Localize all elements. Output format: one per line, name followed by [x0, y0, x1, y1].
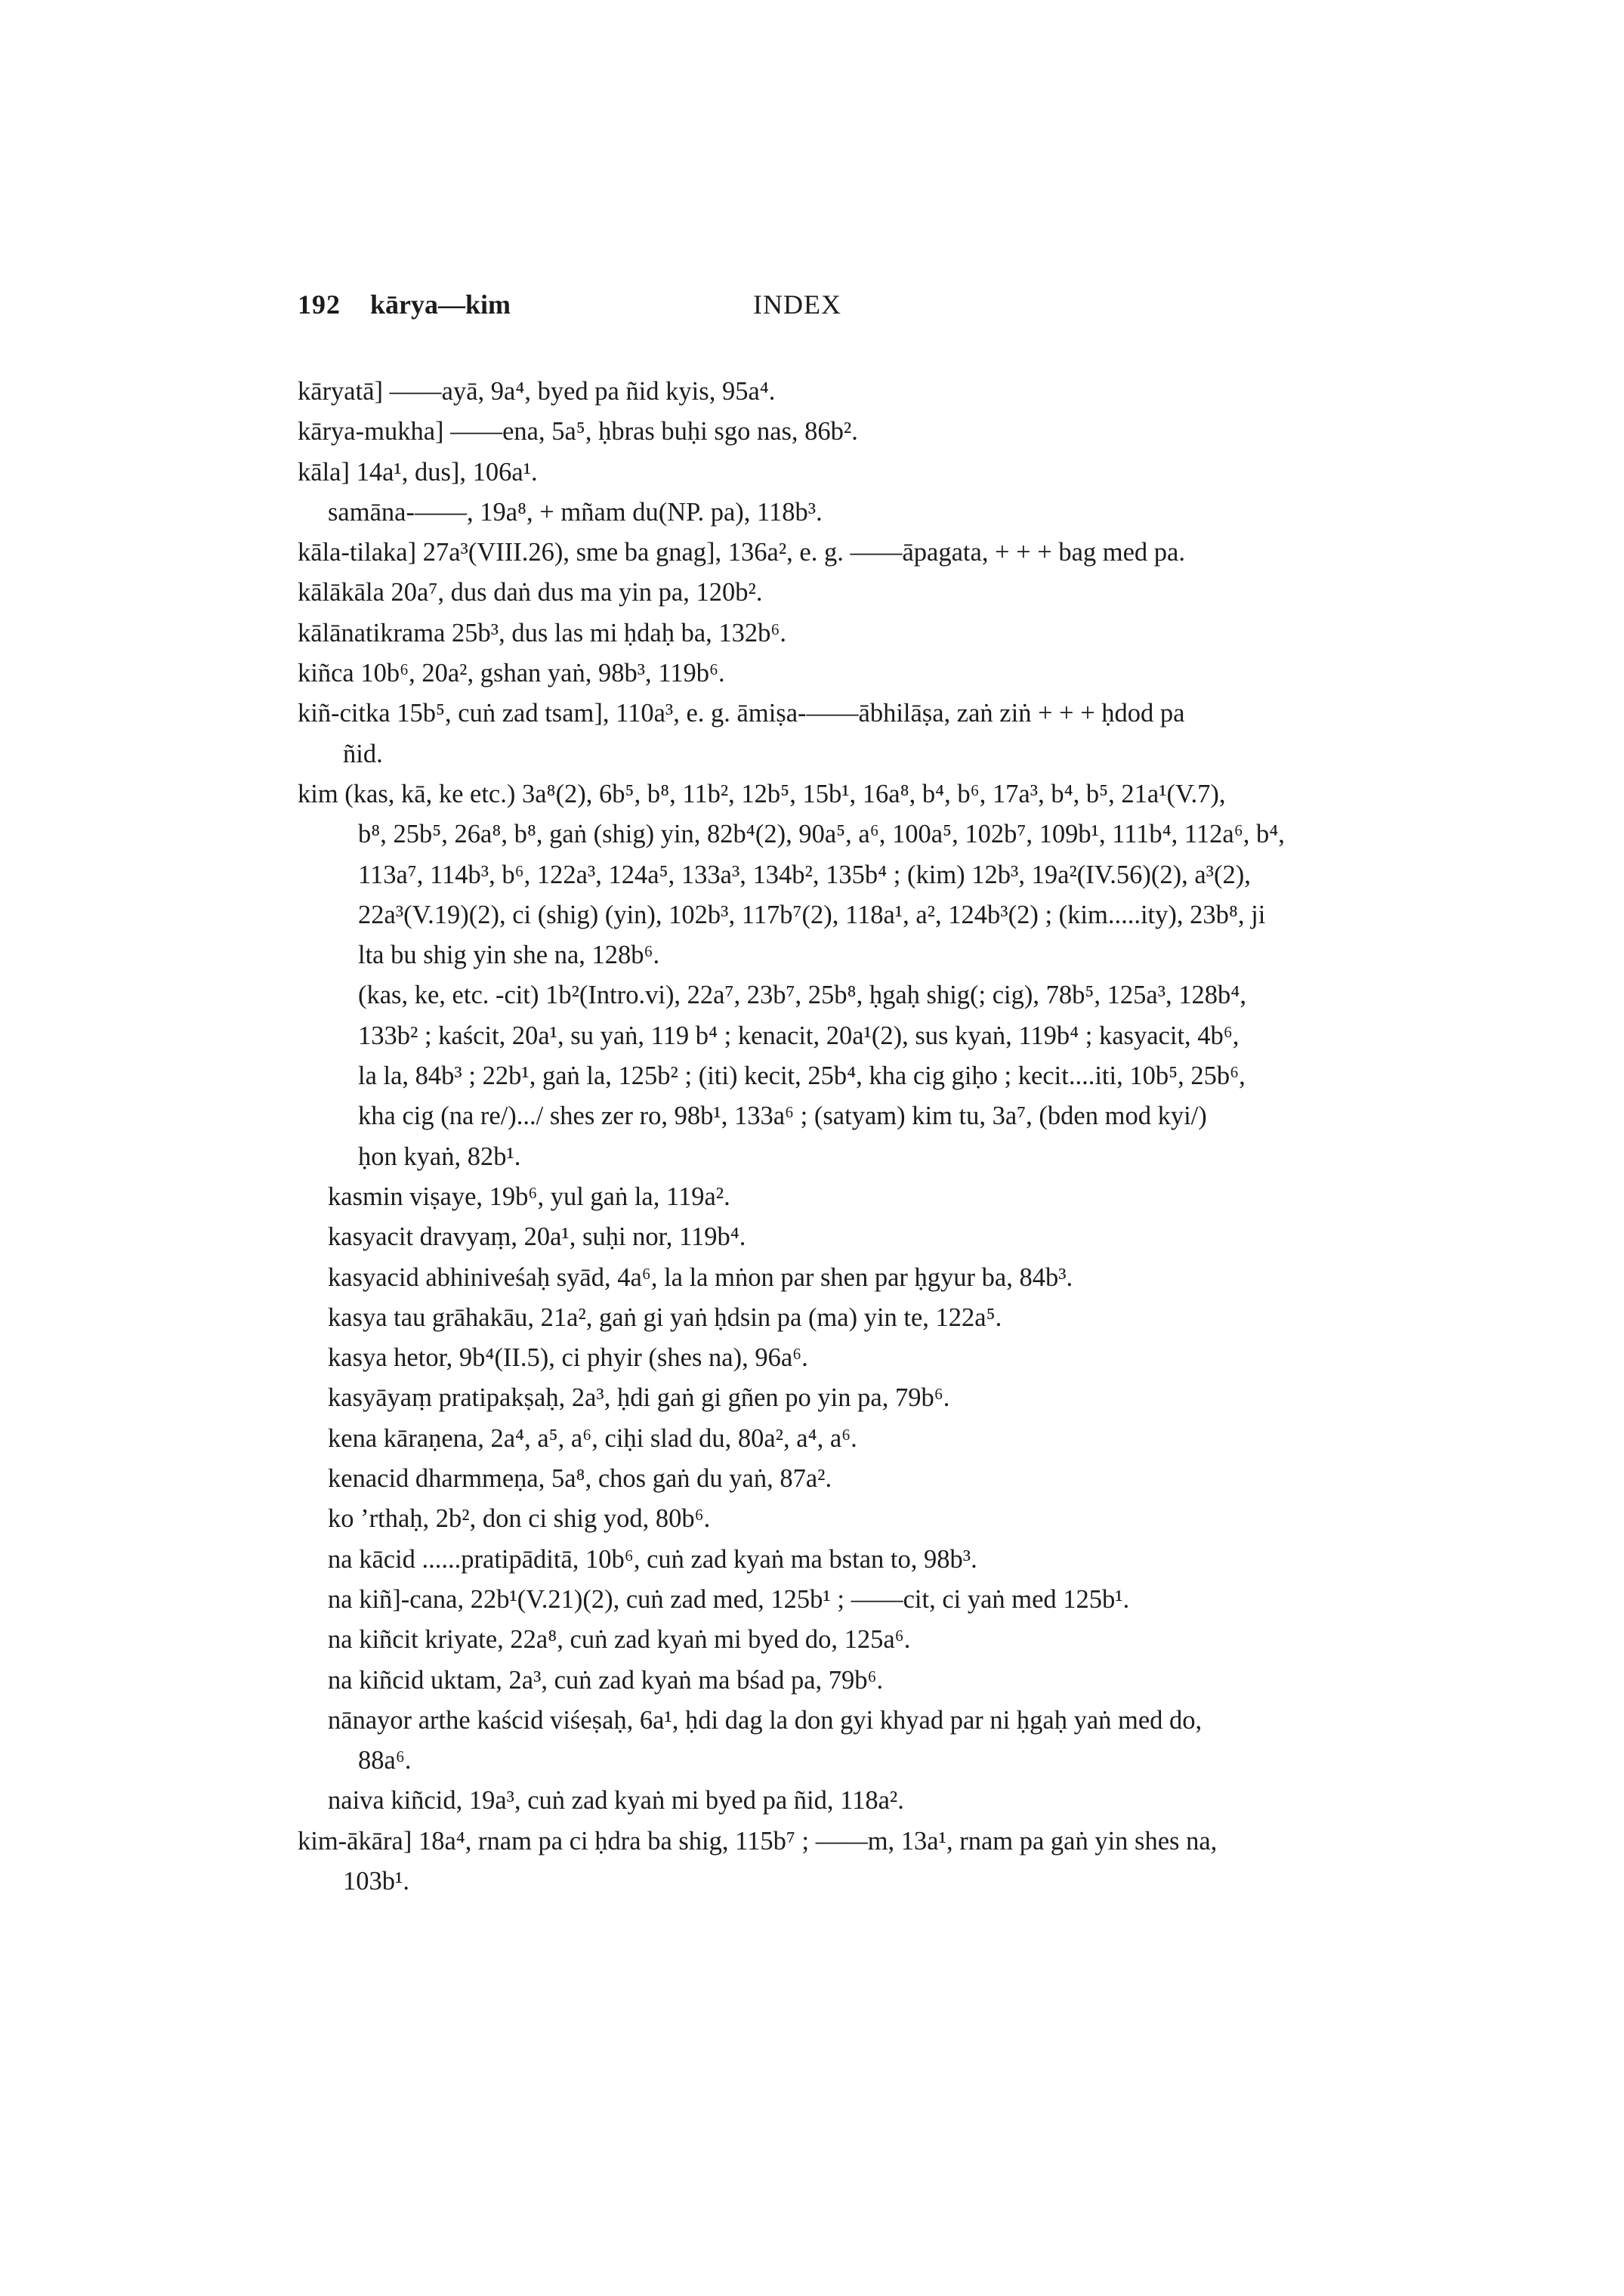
index-line: kha cig (na re/).../ shes zer ro, 98b¹, 133a⁶ ; (satyam) kim tu, 3a⁷, (bden mod kyi/) — [358, 1102, 1207, 1131]
index-line: kasya hetor, 9b⁴(II.5), ci phyir (shes na), 96a⁶. — [328, 1343, 808, 1373]
index-line: kim (kas, kā, ke etc.) 3a⁸(2), 6b⁵, b⁸, 11b², 12b⁵, 15b¹, 16a⁸, b⁴, b⁶, 17a³, b⁴, b⁵, 21a¹(V.7), — [298, 779, 1226, 808]
index-line: kāla-tilaka] 27a³(VIII.26), sme ba gnag], 136a², e. g. ——āpagata, + + + bag med pa. — [298, 538, 1185, 567]
index-line: na kiñcit kriyate, 22a⁸, cuṅ zad kyaṅ mi byed do, 125a⁶. — [328, 1625, 911, 1655]
index-line: kiñ-citka 15b⁵, cuṅ zad tsam], 110a³, e. g. āmiṣa-——ābhilāṣa, zaṅ ziṅ + + + ḥdod pa — [298, 699, 1185, 728]
index-line: ko ’rthaḥ, 2b², don ci shig yod, 80b⁶. — [328, 1504, 711, 1534]
index-line: kasyacid abhiniveśaḥ syād, 4a⁶, la la mṅon par shen par ḥgyur ba, 84b³. — [328, 1262, 1073, 1292]
index-line: 133b² ; kaścit, 20a¹, su yaṅ, 119 b⁴ ; kenacit, 20a¹(2), sus kyaṅ, 119b⁴ ; kasyacit, 4b⁶, — [358, 1021, 1240, 1050]
index-line: kenacid dharmmeṇa, 5a⁸, chos gaṅ du yaṅ, 87a². — [328, 1464, 832, 1494]
index-line: kim-ākāra] 18a⁴, rnam pa ci ḥdra ba shig, 115b⁷ ; ——m, 13a¹, rnam pa gaṅ yin shes na, — [298, 1826, 1218, 1856]
index-line: 103b¹. — [343, 1866, 409, 1896]
index-line: kāryatā] ——ayā, 9a⁴, byed pa ñid kyis, 95a⁴. — [298, 377, 776, 406]
index-line: kārya-mukha] ——ena, 5a⁵, ḥbras buḥi sgo nas, 86b². — [298, 417, 858, 447]
entry-range: kārya—kim — [370, 289, 511, 320]
index-line: 113a⁷, 114b³, b⁶, 122a³, 124a⁵, 133a³, 134b², 135b⁴ ; (kim) 12b³, 19a²(IV.56)(2), a³(2), — [358, 860, 1251, 889]
index-line: b⁸, 25b⁵, 26a⁸, b⁸, gaṅ (shig) yin, 82b⁴(2), 90a⁵, a⁶, 100a⁵, 102b⁷, 109b¹, 111b⁴, 112a⁶, b⁴, — [358, 820, 1285, 849]
page-number: 192 — [298, 289, 341, 320]
index-line: nānayor arthe kaścid viśeṣaḥ, 6a¹, ḥdi dag la don gyi khyad par ni ḥgaḥ yaṅ med do, — [328, 1705, 1203, 1735]
index-line: 88a⁶. — [358, 1746, 412, 1775]
index-line: na kiñ]-cana, 22b¹(V.21)(2), cuṅ zad med, 125b¹ ; ——cit, ci yaṅ med 125b¹. — [328, 1584, 1130, 1614]
index-line: (kas, ke, etc. -cit) 1b²(Intro.vi), 22a⁷, 23b⁷, 25b⁸, ḥgaḥ shig(; cig), 78b⁵, 125a³, 128b⁴, — [358, 981, 1246, 1010]
index-line: kālānatikrama 25b³, dus las mi ḥdaḥ ba, 132b⁶. — [298, 618, 787, 647]
index-line: ḥon kyaṅ, 82b¹. — [358, 1142, 521, 1171]
index-line: ñid. — [343, 739, 383, 768]
section-title: INDEX — [753, 289, 841, 320]
index-line: kasyāyaṃ pratipakṣaḥ, 2a³, ḥdi gaṅ gi gñen po yin pa, 79b⁶. — [328, 1383, 950, 1413]
index-line: na kācid ......pratipāditā, 10b⁶, cuṅ zad kyaṅ ma bstan to, 98b³. — [328, 1544, 977, 1574]
index-line: lta bu shig yin she na, 128b⁶. — [358, 941, 660, 970]
index-line: kālākāla 20a⁷, dus daṅ dus ma yin pa, 120b². — [298, 578, 763, 607]
index-line: naiva kiñcid, 19a³, cuṅ zad kyaṅ mi byed pa ñid, 118a². — [328, 1786, 904, 1815]
running-head — [298, 289, 1385, 334]
index-line: kasya tau grāhakāu, 21a², gaṅ gi yaṅ ḥdsin pa (ma) yin te, 122a⁵. — [328, 1303, 1002, 1332]
index-line: kiñca 10b⁶, 20a², gshan yaṅ, 98b³, 119b⁶. — [298, 659, 725, 688]
index-line: 22a³(V.19)(2), ci (shig) (yin), 102b³, 117b⁷(2), 118a¹, a², 124b³(2) ; (kim.....ity), 23b⁸, ji — [358, 900, 1266, 929]
index-line: kāla] 14a¹, dus], 106a¹. — [298, 457, 538, 487]
index-line: kasmin viṣaye, 19b⁶, yul gaṅ la, 119a². — [328, 1182, 730, 1211]
index-line: na kiñcid uktam, 2a³, cuṅ zad kyaṅ ma bśad pa, 79b⁶. — [328, 1665, 884, 1695]
index-line: samāna-——, 19a⁸, + mñam du(NP. pa), 118b³. — [328, 497, 823, 527]
index-entries — [298, 372, 1388, 1902]
index-line: kena kāraṇena, 2a⁴, a⁵, a⁶, ciḥi slad du, 80a², a⁴, a⁶. — [328, 1423, 857, 1453]
index-line: kasyacit dravyaṃ, 20a¹, suḥi nor, 119b⁴. — [328, 1222, 746, 1252]
index-line: la la, 84b³ ; 22b¹, gaṅ la, 125b² ; (iti) kecit, 25b⁴, kha cig giḥo ; kecit....iti, 10b⁵, 25b⁶, — [358, 1061, 1246, 1091]
